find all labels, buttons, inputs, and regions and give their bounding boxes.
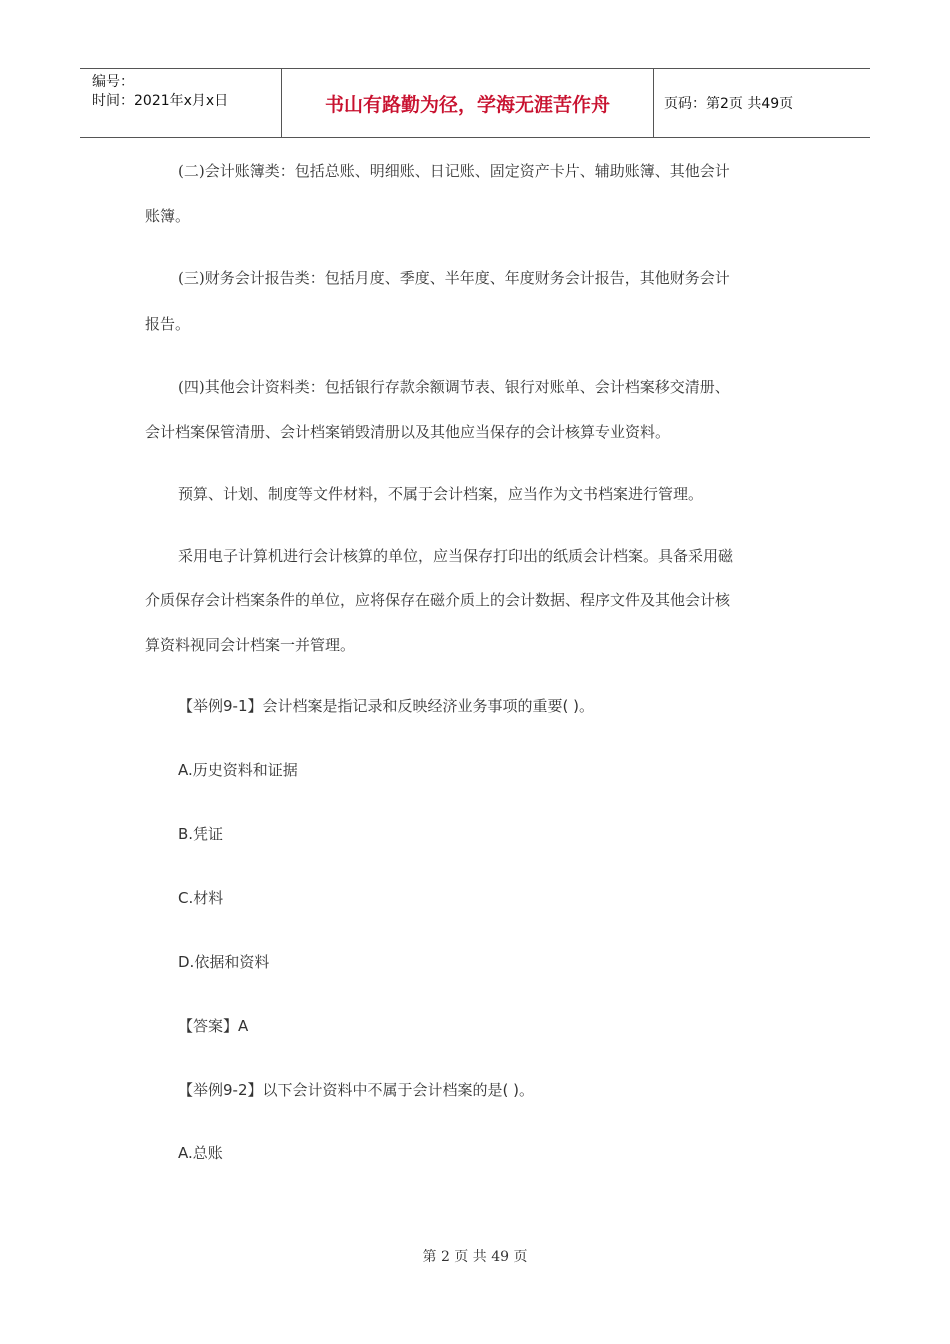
- header-motto: 书山有路勤为径，学海无涯苦作舟: [282, 69, 654, 137]
- example-question: 【举例9-1】会计档案是指记录和反映经济业务事项的重要( )。: [178, 697, 594, 715]
- answer-option: B.凭证: [178, 825, 224, 843]
- paragraph-line: 报告。: [145, 315, 191, 333]
- header-page-info: 页码：第2页 共49页: [664, 96, 794, 112]
- document-time-label: 时间：2021年x月x日: [92, 93, 229, 109]
- answer-option: A.总账: [178, 1144, 223, 1162]
- answer-option: D.依据和资料: [178, 953, 270, 971]
- document-number-label: 编号：: [92, 74, 134, 90]
- paragraph-line: 采用电子计算机进行会计核算的单位，应当保存打印出的纸质会计档案。具备采用磁: [178, 547, 734, 565]
- answer-option: C.材料: [178, 889, 224, 907]
- paragraph-line: (四)其他会计资料类：包括银行存款余额调节表、银行对账单、会计档案移交清册、: [178, 378, 730, 396]
- answer-option: A.历史资料和证据: [178, 761, 298, 779]
- paragraph-line: (二)会计账簿类：包括总账、明细账、日记账、固定资产卡片、辅助账簿、其他会计: [178, 162, 730, 180]
- header-meta: [80, 69, 282, 137]
- answer-key: 【答案】A: [178, 1017, 249, 1035]
- paragraph-line: 预算、计划、制度等文件材料，不属于会计档案，应当作为文书档案进行管理。: [178, 485, 704, 503]
- example-question: 【举例9-2】以下会计资料中不属于会计档案的是( )。: [178, 1081, 534, 1099]
- paragraph-line: (三)财务会计报告类：包括月度、季度、半年度、年度财务会计报告，其他财务会计: [178, 269, 730, 287]
- page-footer: 第 2 页 共 49 页: [422, 1249, 528, 1265]
- page-header: [80, 68, 870, 138]
- paragraph-line: 算资料视同会计档案一并管理。: [145, 636, 356, 654]
- paragraph-line: 账簿。: [145, 207, 191, 225]
- paragraph-line: 介质保存会计档案条件的单位，应将保存在磁介质上的会计数据、程序文件及其他会计核: [145, 591, 731, 609]
- paragraph-line: 会计档案保管清册、会计档案销毁清册以及其他应当保存的会计核算专业资料。: [145, 423, 671, 441]
